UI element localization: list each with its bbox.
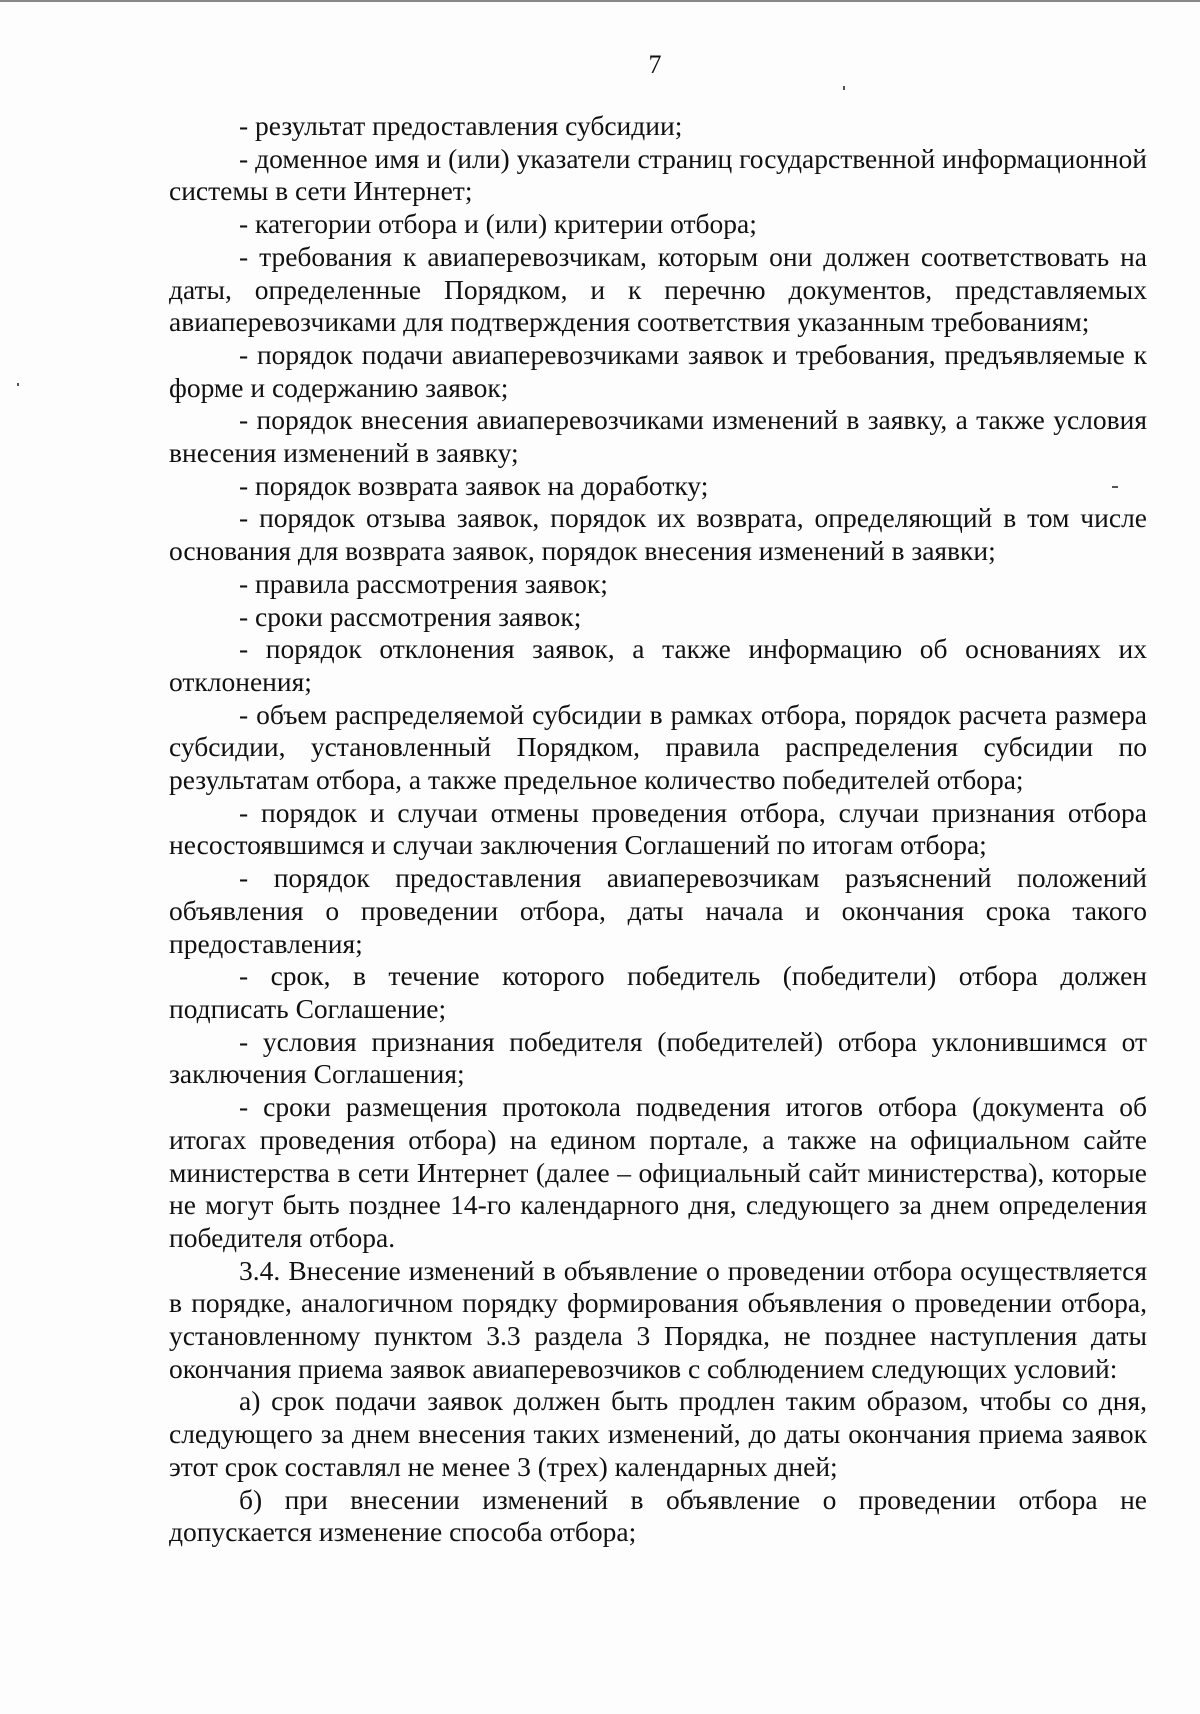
sub-item: а) срок подачи заявок должен быть продлен таким образом, чтобы со дня, следующего за днем внесения таких изменений, до даты окончания приема заявок этот срок составлял не менее 3 (трех) календарных дней; [169,1385,1147,1482]
document-body [169,110,1147,1549]
list-item: - объем распределяемой субсидии в рамках отбора, порядок расчета размера субсидии, установленный Порядком, правила распределения субсидии по результатам отбора, а также предельное количество победителей отбора; [169,698,1147,796]
list-item: - порядок и случаи отмены проведения отбора, случаи признания отбора несостоявшимся и случаи заключения Соглашений по итогам отбора; [169,796,1147,861]
list-item: - доменное имя и (или) указатели страниц государственной информационной системы в сети Интернет; [169,142,1147,207]
list-item: - категории отбора и (или) критерии отбора; [239,208,757,240]
list-item: - порядок отзыва заявок, порядок их возврата, определяющий в том числе основания для возврата заявок, порядок внесения изменений в заявки; [169,502,1147,567]
list-item: - правила рассмотрения заявок; [239,567,608,599]
list-item: - порядок подачи авиаперевозчиками заявок и требования, предъявляемые к форме и содержанию заявок; [169,338,1147,403]
list-item: - порядок отклонения заявок, а также информацию об основаниях их отклонения; [169,633,1147,697]
page-number: 7 [648,50,662,79]
section-paragraph: 3.4. Внесение изменений в объявление о проведении отбора осуществляется в порядке, аналогичном порядку формирования объявления о проведении отбора, установленному пунктом 3.3 раздела 3 Порядка, не позднее наступления даты окончания приема заявок авиаперевозчиков с соблюдением следующих условий: [169,1254,1147,1384]
scan-artifact-speck [843,86,845,90]
list-item: - порядок внесения авиаперевозчиками изменений в заявку, а также условия внесения изменений в заявку; [169,404,1147,469]
list-item: - требования к авиаперевозчикам, которым они должен соответствовать на даты, определенные Порядком, и к перечню документов, представляемых авиаперевозчиками для подтверждения соответствия указанным требованиям; [169,240,1147,338]
list-item: - результат предоставления субсидии; [239,110,683,141]
sub-item: б) при внесении изменений в объявление о проведении отбора не допускается изменение способа отбора; [169,1483,1147,1548]
list-item: - срок, в течение которого победитель (победители) отбора должен подписать Соглашение; [169,960,1147,1024]
list-item: - условия признания победителя (победителей) отбора уклонившимся от заключения Соглашения; [169,1025,1147,1090]
list-item: - порядок предоставления авиаперевозчикам разъяснений положений объявления о проведении отбора, даты начала и окончания срока такого предоставления; [169,862,1147,959]
list-item: - порядок возврата заявок на доработку; [239,469,709,501]
list-item: - сроки рассмотрения заявок; [239,600,582,632]
scan-artifact-top-line [0,0,1200,2]
list-item: - сроки размещения протокола подведения итогов отбора (документа об итогах проведения отбора) на едином портале, а также на официальном сайте министерства в сети Интернет (далее – официальный сайт министерства), которые не могут быть позднее 14-го календарного дня, следующего за днем определения победителя отбора. [169,1091,1147,1253]
scan-artifact-speck [17,383,19,386]
